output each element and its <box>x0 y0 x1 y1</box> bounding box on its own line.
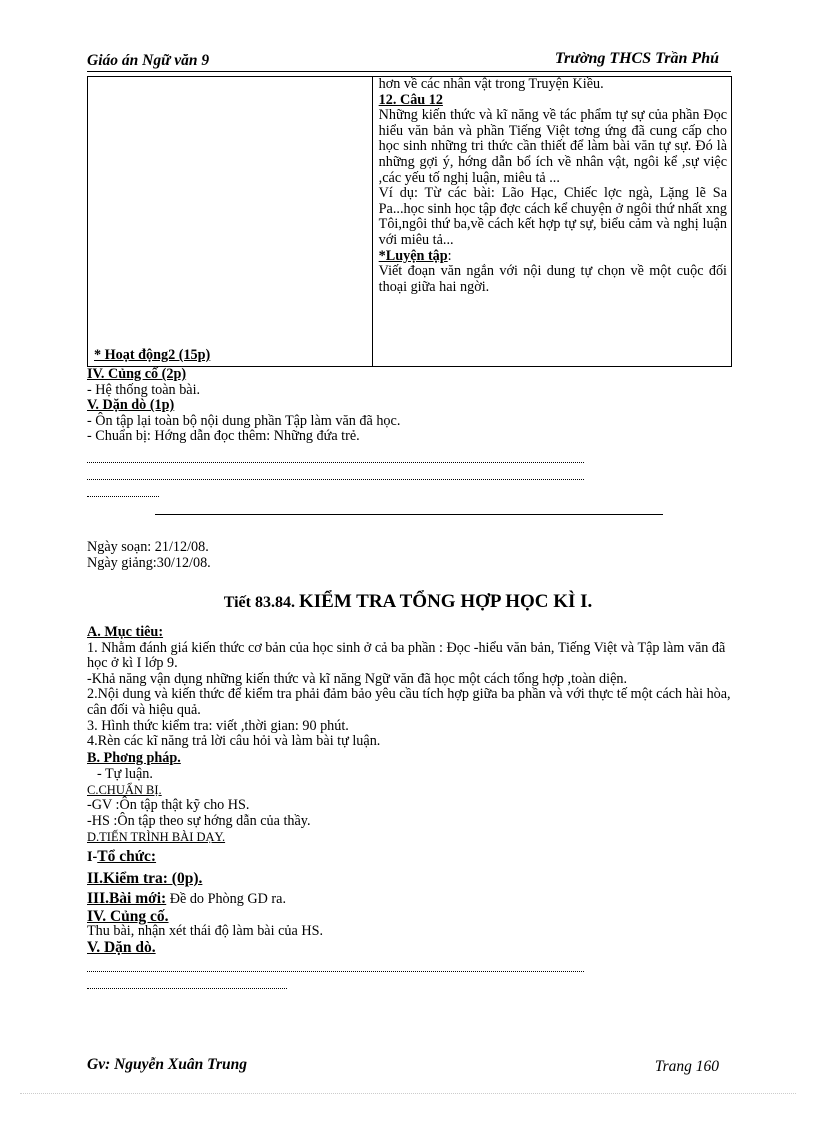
objective-item: 4.Rèn các kĩ năng trả lời câu hỏi và làm bài tự luận. <box>87 733 381 750</box>
objective-item: 1. Nhằm đánh giá kiến thức cơ bản của học sinh ở cả ba phần : Đọc -hiểu văn bản, Tiếng Việt và Tập làm văn đã học ở kì I lớp 9. <box>87 639 726 672</box>
lesson-name: KIỂM TRA TỔNG HỢP HỌC KÌ I. <box>298 591 593 612</box>
dotted-line <box>87 483 159 497</box>
lesson-title <box>0 591 816 613</box>
activity-table <box>87 76 732 367</box>
practice-heading: *Luyện tập <box>378 247 448 264</box>
dotted-line <box>87 958 584 972</box>
blank-lines-2 <box>87 958 584 989</box>
teach-date: Ngày giảng:30/12/08. <box>87 554 211 571</box>
table-row <box>88 77 732 367</box>
question-12-heading: 12. Câu 12 <box>378 91 443 108</box>
organize-line <box>87 848 732 867</box>
homework-item: - Chuẩn bị: Hớng dẫn đọc thêm: Những đứa trẻ. <box>87 428 360 445</box>
new-lesson-heading: III.Bài mới: <box>87 890 167 908</box>
preparation-heading: C.CHUẨN BỊ. <box>87 782 162 797</box>
header-school-name: Trường THCS Trần Phú <box>554 50 719 67</box>
organize-heading: Tổ chức: <box>97 848 157 866</box>
objective-item: -Khả năng vận dụng những kiến thức và kĩ năng Ngữ văn đã học một cách tổng hợp ,toàn diện. <box>87 670 628 687</box>
question-12-answer: Những kiến thức và kĩ năng về tác phẩm tự sự của phần Đọc hiểu văn bản và phần Tiếng Việt tơng ứng đã cung cấp cho học sinh những tri thức cần thiết để làm bài văn tự sự. Đó là những gợi ý, hớng dẫn bổ ích về nhân vật, ngôi kể ,sự việc ,các yếu tố nghị luận, miêu tả ... <box>378 107 727 186</box>
objective-item: 3. Hình thức kiểm tra: viết ,thời gian: 90 phút. <box>87 717 349 734</box>
lesson-dates <box>87 540 211 571</box>
homework-item: - Ôn tập lại toàn bộ nội dung phần Tập làm văn đã học. <box>87 412 401 429</box>
homework2-heading: V. Dặn dò. <box>87 938 156 956</box>
consolidation2-heading: IV. Củng cố. <box>87 907 169 925</box>
footer-page-number: Trang 160 <box>654 1058 719 1075</box>
section-separator <box>155 514 663 515</box>
activity-2-heading: * Hoạt động2 (15p) <box>94 347 211 363</box>
header-rule <box>87 71 731 72</box>
table-right-cell <box>372 77 731 367</box>
footer-teacher: Gv: Nguyễn Xuân Trung <box>87 1056 248 1073</box>
procedure-heading: D.TIẾN TRÌNH BÀI DẠY. <box>87 829 226 844</box>
header-school-subject: Giáo án Ngữ văn 9 <box>87 52 210 69</box>
method-heading: B. Phơng pháp. <box>87 749 181 766</box>
consolidation-heading: IV. Củng cố (2p) <box>87 366 187 382</box>
prepare-date: Ngày soạn: 21/12/08. <box>87 539 209 555</box>
new-lesson-line <box>87 890 732 909</box>
table-left-cell <box>88 77 373 367</box>
organize-prefix: I- <box>87 849 98 866</box>
preparation-item: -HS :Ôn tập theo sự hớng dẫn của thầy. <box>87 813 311 830</box>
method-item: - Tự luận. <box>97 766 153 783</box>
consolidation-item: - Hệ thống toàn bài. <box>87 381 201 398</box>
dotted-line <box>87 449 584 463</box>
practice-colon: : <box>447 247 452 264</box>
new-lesson-text: Đề do Phòng GD ra. <box>169 891 286 908</box>
homework-heading: V. Dặn dò (1p) <box>87 397 175 414</box>
page-bottom-border <box>20 1093 796 1094</box>
objectives-heading: A. Mục tiêu: <box>87 624 164 640</box>
lesson-body <box>87 625 732 992</box>
practice-text: Viết đoạn văn ngắn với nội dung tự chọn về một cuộc đối thoại giữa hai ngời. <box>378 263 727 295</box>
example-paragraph: Ví dụ: Từ các bài: Lão Hạc, Chiếc lợc ngà, Lặng lẽ Sa Pa...học sinh học tập đợc cách kể chuyện ở ngôi thứ nhất xng Tôi,ngôi thứ ba,về cách kết hợp tự sự, biểu cảm và nghị luận với miêu tả... <box>378 185 727 248</box>
dotted-line <box>87 975 287 989</box>
objective-item: 2.Nội dung và kiến thức để kiểm tra phải đảm bảo yêu cầu tích hợp giữa ba phần và với thực tế một cách hài hòa, cân đối và hiệu quả. <box>87 686 731 718</box>
table-text-line: hơn về các nhân vật trong Truyện Kiều. <box>378 76 604 92</box>
blank-lines <box>87 449 584 497</box>
check-heading: II.Kiểm tra: (0p). <box>87 869 203 887</box>
preparation-item: -GV :Ôn tập thật kỹ cho HS. <box>87 797 250 814</box>
lesson-number: Tiết 83.84. <box>223 594 295 611</box>
consolidation-section <box>87 367 727 500</box>
dotted-line <box>87 466 584 480</box>
consolidation2-text: Thu bài, nhận xét thái độ làm bài của HS. <box>87 923 324 940</box>
